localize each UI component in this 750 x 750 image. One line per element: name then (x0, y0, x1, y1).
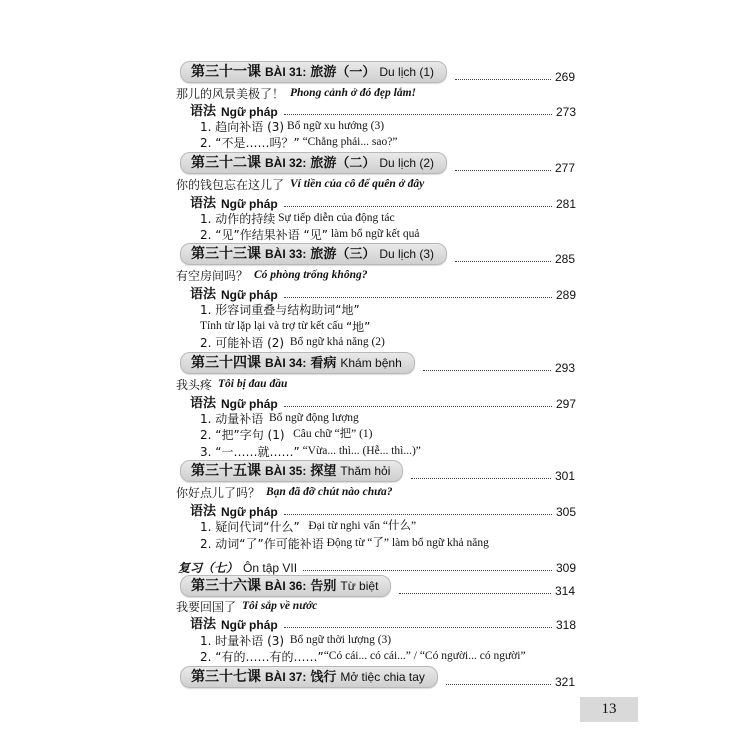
lesson-title-vi: Mở tiệc chia tay (340, 670, 425, 684)
grammar-item-vi: Bổ ngữ động lượng (269, 411, 359, 424)
lesson-36-header (180, 577, 575, 597)
lesson-number-vi: BÀI 34: (265, 356, 307, 370)
dot-leader (455, 260, 551, 262)
grammar-item-cn: “地” (345, 319, 371, 334)
grammar-item-cn: 1. 动量补语 (200, 411, 264, 426)
page-number: 289 (555, 288, 576, 302)
lesson-33-header (180, 245, 575, 265)
lesson-number-cn: 第三十三课 (191, 246, 261, 262)
lesson-title-cn: 探望 (310, 463, 337, 479)
grammar-item (200, 119, 384, 134)
review-title-vi: Ôn tập VII (243, 561, 298, 575)
lesson-title-cn: 旅游（三） (310, 246, 376, 262)
grammar-heading-cn: 语法 (190, 104, 217, 119)
grammar-item-cn: 2. 可能补语 (2) (200, 335, 285, 350)
lesson-34-grammar (190, 394, 576, 410)
lesson-34-label (180, 352, 415, 374)
lesson-title-vi: Du lịch (1) (379, 65, 435, 79)
lesson-title-cn: 旅游（一） (310, 64, 376, 80)
dot-leader (423, 369, 551, 371)
grammar-heading-cn: 语法 (190, 196, 217, 211)
dialog-title-vi: Tôi sắp về nước (242, 600, 318, 613)
grammar-item-vi: Đại từ nghi vấn “什么” (308, 519, 417, 532)
dialog-title-cn: 有空房间吗？ (176, 269, 249, 283)
dialog-title-vi: Phong cảnh ở đó đẹp lắm! (290, 87, 416, 100)
lesson-number-cn: 第三十五课 (191, 463, 261, 479)
grammar-item (200, 427, 373, 442)
lesson-title-vi: Khám bệnh (340, 356, 402, 370)
lesson-37-header (180, 668, 575, 688)
dot-leader (284, 626, 552, 628)
grammar-item-cn: 1. 疑问代词“什么” (200, 519, 300, 534)
dialog-title-vi: Tôi bị đau đầu (218, 378, 288, 391)
lesson-36-dialog (176, 599, 576, 615)
lesson-title-vi: Thăm hỏi (340, 464, 391, 478)
lesson-36-grammar (190, 615, 576, 631)
page-number: 318 (555, 618, 576, 632)
lesson-35-dialog (176, 485, 576, 501)
grammar-item-cn: 1. 动作的持续 (200, 211, 276, 226)
dot-leader (284, 296, 552, 298)
grammar-item-cn: 2. “有的……有的……” (200, 649, 324, 664)
grammar-item (200, 135, 397, 150)
lesson-33-dialog (176, 268, 576, 284)
lesson-35-header (180, 462, 575, 482)
grammar-item-vi: Bổ ngữ xu hướng (3) (286, 119, 385, 132)
page-number: 285 (554, 252, 575, 266)
review-title-cn: 复习（七） (178, 561, 239, 575)
lesson-number-vi: BÀI 35: (265, 464, 307, 478)
dialog-title-vi: Bạn đã đỡ chút nào chưa? (266, 486, 393, 499)
grammar-item-vi: Câu chữ “把” (1) (293, 427, 373, 440)
grammar-heading-cn: 语法 (190, 504, 217, 519)
grammar-heading-vi: Ngữ pháp (221, 397, 278, 411)
lesson-title-vi: Du lịch (2) (379, 156, 435, 170)
grammar-heading-vi: Ngữ pháp (221, 288, 278, 302)
lesson-number-cn: 第三十二课 (191, 155, 261, 171)
grammar-item (200, 444, 421, 459)
dialog-title-cn: 我头疼 (176, 378, 213, 392)
grammar-item (200, 335, 385, 350)
lesson-title-vi: Du lịch (3) (379, 247, 435, 261)
lesson-number-vi: BÀI 33: (265, 247, 307, 261)
page-number: 269 (554, 70, 575, 84)
grammar-item-vi: “Chẳng phải... sao?” (302, 135, 398, 148)
lesson-title-cn: 看病 (310, 355, 337, 371)
page-number: 321 (554, 675, 575, 689)
lesson-number-vi: BÀI 31: (265, 65, 307, 79)
lesson-number-cn: 第三十七课 (191, 669, 261, 685)
grammar-item-vi: làm bổ ngữ kết quả (330, 227, 420, 240)
dot-leader (303, 569, 552, 571)
grammar-heading-vi: Ngữ pháp (221, 105, 278, 119)
lesson-number-cn: 第三十四课 (191, 355, 261, 371)
grammar-item (200, 211, 395, 226)
page-number: 281 (555, 197, 576, 211)
dialog-title-cn: 你好点儿了吗？ (176, 486, 261, 500)
grammar-item (200, 633, 391, 648)
dialog-title-cn: 你的钱包忘在这儿了 (176, 178, 285, 192)
dot-leader (455, 169, 551, 171)
lesson-31-grammar (190, 102, 576, 118)
lesson-title-cn: 旅游（二） (310, 155, 376, 171)
review-7-row (178, 556, 576, 574)
lesson-34-dialog (176, 377, 576, 393)
dialog-title-vi: Ví tiền của cô để quên ở đây (290, 178, 425, 191)
grammar-heading-cn: 语法 (190, 396, 217, 411)
grammar-item-cn: 1. 形容词重叠与结构助词“地” (200, 302, 360, 317)
grammar-item-cn: 2. 动词“了”作可能补语 (200, 536, 324, 551)
grammar-item-vi: “Vừa... thì... (Hễ... thì...)” (302, 444, 421, 457)
page-number: 301 (554, 469, 575, 483)
grammar-item-cn: 1. 趋向补语 (3) (200, 119, 285, 134)
lesson-33-grammar (190, 285, 576, 301)
lesson-number-cn: 第三十一课 (191, 64, 261, 80)
grammar-heading-vi: Ngữ pháp (221, 197, 278, 211)
grammar-item (200, 227, 419, 242)
grammar-item-vi: Bổ ngữ thời lượng (3) (289, 633, 392, 646)
lesson-32-grammar (190, 194, 576, 210)
dot-leader (284, 513, 552, 515)
lesson-32-header (180, 154, 575, 174)
grammar-item (200, 519, 416, 534)
grammar-item-vi: Bổ ngữ khả năng (2) (289, 335, 385, 348)
dot-leader (455, 78, 551, 80)
grammar-item-cn: 2. “把”字句 (1) (200, 427, 285, 442)
page-number: 314 (554, 584, 575, 598)
dot-leader (284, 405, 552, 407)
grammar-item-vi: Động từ “了” làm bổ ngữ khả năng (326, 536, 489, 549)
lesson-31-dialog (176, 86, 576, 102)
footer-page-number: 13 (580, 697, 638, 722)
dot-leader (284, 205, 552, 207)
lesson-number-vi: BÀI 32: (265, 156, 307, 170)
lesson-31-header (180, 63, 575, 83)
lesson-number-cn: 第三十六课 (191, 578, 261, 594)
grammar-item (200, 302, 360, 317)
dot-leader (399, 592, 551, 594)
dot-leader (411, 477, 551, 479)
lesson-number-vi: BÀI 36: (265, 579, 307, 593)
dialog-title-cn: 我要回国了 (176, 600, 237, 614)
grammar-heading-vi: Ngữ pháp (221, 618, 278, 632)
grammar-item (200, 536, 489, 551)
dot-leader (284, 113, 552, 115)
grammar-heading-cn: 语法 (190, 287, 217, 302)
grammar-item (200, 319, 370, 334)
grammar-item-cn: 1. 时量补语 (3) (200, 633, 285, 648)
grammar-item (200, 411, 359, 426)
lesson-31-label (180, 61, 447, 83)
grammar-item-cn: 2. “不是……吗？” (200, 135, 300, 150)
lesson-37-label (180, 666, 438, 688)
lesson-35-grammar (190, 502, 576, 518)
grammar-item-vi: “Có cái... có cái...” / “Có người... có người” (323, 649, 526, 662)
page-number: 293 (554, 361, 575, 375)
lesson-32-dialog (176, 177, 576, 193)
lesson-33-label (180, 243, 447, 265)
grammar-heading-vi: Ngữ pháp (221, 505, 278, 519)
lesson-title-vi: Từ biệt (340, 579, 379, 593)
dialog-title-cn: 那儿的风景美极了！ (176, 87, 285, 101)
grammar-item-cn: 3. “一……就……” (200, 444, 300, 459)
grammar-heading-cn: 语法 (190, 617, 217, 632)
grammar-item-vi: Tính từ lặp lại và trợ từ kết cấu (200, 319, 344, 332)
lesson-35-label (180, 460, 403, 482)
page-number: 309 (555, 561, 576, 575)
page-number: 305 (555, 505, 576, 519)
lesson-36-label (180, 575, 391, 597)
page-number: 277 (554, 161, 575, 175)
grammar-item (200, 649, 526, 664)
page-number: 297 (555, 397, 576, 411)
lesson-title-cn: 告别 (310, 578, 337, 594)
dialog-title-vi: Có phòng trống không? (254, 269, 368, 282)
grammar-item-vi: Sự tiếp diễn của động tác (278, 211, 395, 224)
lesson-32-label (180, 152, 447, 174)
page-number: 273 (555, 105, 576, 119)
lesson-34-header (180, 354, 575, 374)
grammar-item-cn: 2. “见”作结果补语 “见” (200, 227, 328, 242)
lesson-title-cn: 饯行 (310, 669, 337, 685)
dot-leader (446, 683, 551, 685)
lesson-number-vi: BÀI 37: (265, 670, 307, 684)
